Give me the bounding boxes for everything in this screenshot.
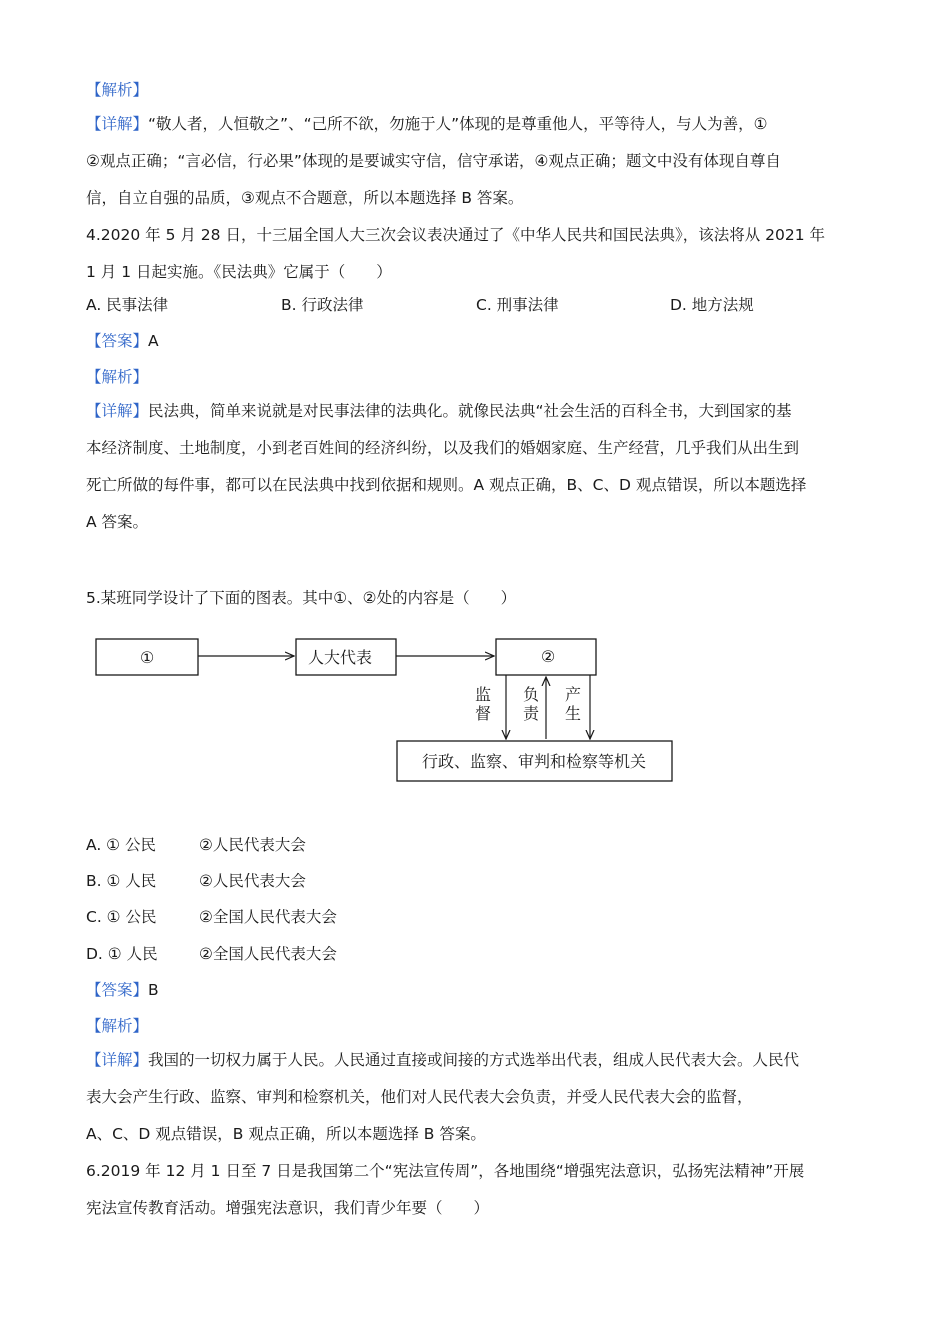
q5-detail-line-2: 表大会产生行政、监察、审判和检察机关，他们对人民代表大会负责，并受人民代表大会的监督，: [86, 1088, 753, 1106]
q5-option-a: A. ① 公民 ②人民代表大会: [86, 836, 306, 854]
q6-stem-line-2: 宪法宣传教育活动。增强宪法意识，我们青少年要（ ）: [86, 1199, 490, 1217]
q4-stem-line-2: 1 月 1 日起实施。《民法典》它属于（ ）: [86, 263, 392, 281]
label-responsible-1: 负: [522, 685, 540, 704]
label-responsible-2: 责: [522, 704, 540, 723]
q4-answer: A: [148, 332, 159, 350]
label-supervise-2: 督: [474, 704, 492, 723]
q4-detail-line-1: 【详解】民法典，简单来说就是对民事法律的法典化。就像民法典“社会生活的百科全书，大到国家的基: [86, 402, 792, 420]
label-produce-2: 生: [564, 704, 582, 723]
q4-detail-line-4: A 答案。: [86, 513, 149, 531]
q5-option-d: D. ① 人民 ②全国人民代表大会: [86, 945, 337, 963]
q5-detail-line-1: 【详解】我国的一切权力属于人民。人民通过直接或间接的方式选举出代表，组成人民代表大会。人民代: [86, 1051, 800, 1069]
diagram-box-1-text: ①: [139, 648, 155, 667]
q4-stem-line-1: 4.2020 年 5 月 28 日，十三届全国人大三次会议表决通过了《中华人民共和国民法典》，该法将从 2021 年: [86, 226, 826, 244]
q4-detail-line-2: 本经济制度、土地制度，小到老百姓间的经济纠纷，以及我们的婚姻家庭、生产经营，几乎我们从出生到: [86, 439, 800, 457]
q3-detail-line-1: 【详解】“敬人者，人恒敬之”、“己所不欲，勿施于人”体现的是尊重他人，平等待人，与人为善，①: [86, 115, 768, 133]
diagram-box-3-text: ②: [540, 647, 556, 666]
q4-detail-line-3: 死亡所做的每件事，都可以在民法典中找到依据和规则。A 观点正确，B、C、D 观点错误，所以本题选择: [86, 476, 807, 494]
q4-option-a: A. 民事法律: [86, 296, 169, 314]
q5-answer-label: 【答案】: [86, 981, 149, 999]
q4-option-b: B. 行政法律: [281, 296, 364, 314]
label-supervise-1: 监: [474, 685, 492, 704]
q4-option-c: C. 刑事法律: [476, 296, 559, 314]
q4-analysis-label: 【解析】: [86, 368, 149, 386]
diagram-box-4-text: 行政、监察、审判和检察等机关: [421, 752, 647, 771]
q6-stem-line-1: 6.2019 年 12 月 1 日至 7 日是我国第二个“宪法宣传周”，各地围绕“增强宪法意识，弘扬宪法精神”开展: [86, 1162, 805, 1180]
q3-analysis-label: 【解析】: [86, 81, 149, 99]
q5-option-b: B. ① 人民 ②人民代表大会: [86, 872, 306, 890]
q3-detail-line-3: 信，自立自强的品质，③观点不合题意，所以本题选择 B 答案。: [86, 189, 524, 207]
q3-detail-label: 【详解】: [86, 115, 149, 133]
label-produce-1: 产: [564, 685, 582, 704]
q4-option-d: D. 地方法规: [670, 296, 754, 314]
q5-detail-line-3: A、C、D 观点错误，B 观点正确，所以本题选择 B 答案。: [86, 1125, 486, 1143]
q4-detail-label: 【详解】: [86, 402, 149, 420]
q5-analysis-label: 【解析】: [86, 1017, 149, 1035]
diagram-box-2-text: 人大代表: [307, 648, 373, 667]
q5-option-c: C. ① 公民 ②全国人民代表大会: [86, 908, 337, 926]
q5-detail-label: 【详解】: [86, 1051, 149, 1069]
q5-answer: B: [148, 981, 159, 999]
q3-detail-line-2: ②观点正确；“言必信，行必果”体现的是要诚实守信，信守承诺，④观点正确；题文中没有体现自尊自: [86, 152, 781, 170]
q5-stem: 5.某班同学设计了下面的图表。其中①、②处的内容是（ ）: [86, 589, 517, 607]
q4-answer-label: 【答案】: [86, 332, 149, 350]
q5-answer-line: [86, 979, 876, 1001]
